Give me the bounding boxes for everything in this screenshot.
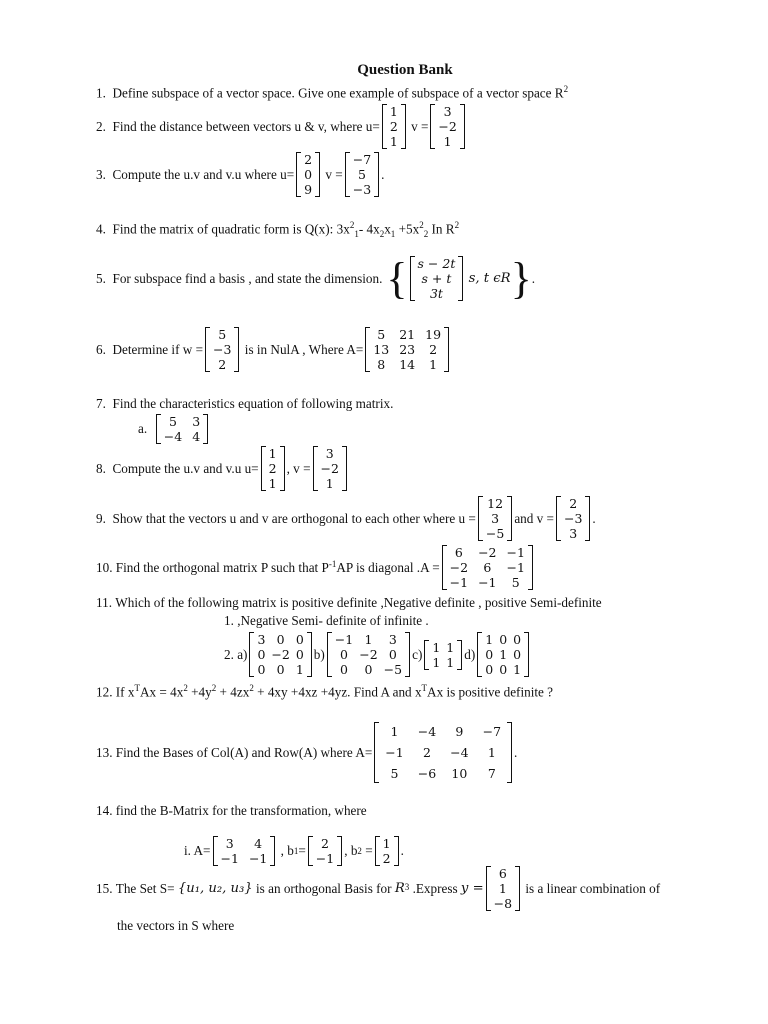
- question-15-line-2: [117, 918, 234, 934]
- matrix-entry: −2: [271, 647, 290, 662]
- matrix-entry: 2: [389, 119, 398, 134]
- question-text: If x: [115, 684, 135, 700]
- term: +5x: [398, 221, 420, 237]
- matrix-entry: −4: [163, 429, 183, 444]
- matrix-entry: 12: [487, 496, 504, 511]
- vector-u: [296, 152, 320, 197]
- question-8: [96, 446, 349, 491]
- question-number: 11.: [96, 595, 112, 610]
- condition: s, t ϵR: [468, 271, 511, 286]
- sub-label: 1. ,Negative Semi- definite of infinite .: [224, 613, 429, 628]
- matrix-entry: 2: [304, 152, 313, 167]
- term: In R: [431, 221, 455, 237]
- matrix-entry: −3: [563, 511, 583, 526]
- question-text: Which of the following matrix is positive definite ,Negative definite , positive Semi-definite: [115, 595, 602, 610]
- question-text: Find the characteristics equation of following matrix.: [112, 396, 394, 411]
- punctuation: .: [400, 843, 404, 858]
- matrix-entry: 0: [257, 662, 266, 677]
- matrix-entry: 1: [389, 104, 398, 119]
- vector-v: [313, 446, 347, 491]
- question-number: 2.: [96, 118, 106, 134]
- vector-v: [430, 104, 464, 149]
- sub-label: a.: [138, 421, 148, 436]
- matrix-entry: 1: [513, 662, 522, 677]
- matrix-entry: 0: [499, 632, 508, 647]
- question-text: the vectors in S where: [117, 918, 235, 933]
- matrix-entry: 0: [295, 647, 304, 662]
- matrix-entry: 1: [268, 476, 277, 491]
- matrix-entry: 5: [218, 327, 227, 342]
- question-11-sub-1: [224, 613, 429, 629]
- matrix-entry: 0: [364, 662, 373, 677]
- question-number: 3.: [96, 166, 106, 182]
- question-text: Find the Bases of Col(A) and Row(A) where A=: [115, 744, 373, 760]
- superscript: 2: [563, 84, 569, 94]
- matrix-entry: −5: [485, 526, 505, 541]
- matrix-entry: 2: [218, 357, 227, 372]
- matrix-entry: 4: [254, 836, 263, 851]
- vector-y: [486, 866, 520, 911]
- matrix-entry: −1: [385, 745, 404, 760]
- matrix-entry: 0: [499, 662, 508, 677]
- matrix-entry: −5: [383, 662, 403, 677]
- question-text: The Set S=: [115, 880, 175, 896]
- subscript: 2: [379, 229, 385, 240]
- vector-w: [205, 327, 239, 372]
- matrix-entry: −3: [213, 342, 232, 357]
- matrix-entry: 1: [499, 647, 508, 662]
- matrix-entry: 0: [513, 647, 522, 662]
- question-text: Compute the u.v and v.u u=: [112, 460, 259, 476]
- matrix-a: [374, 722, 512, 783]
- matrix-entry: 23: [399, 342, 416, 357]
- question-text: Ax is positive definite ?: [427, 684, 554, 700]
- vector-u: [382, 104, 406, 149]
- question-text: +4y: [187, 684, 212, 700]
- term: x: [384, 221, 391, 237]
- superscript: T: [134, 683, 140, 693]
- punctuation: .: [592, 510, 596, 526]
- matrix-entry: 9: [304, 182, 313, 197]
- question-10: [96, 545, 535, 590]
- left-brace: {: [386, 253, 408, 303]
- matrix-entry: 3: [388, 632, 397, 647]
- matrix-entry: −7: [482, 724, 502, 739]
- question-3: [96, 152, 384, 197]
- question-7-part-a: [138, 414, 210, 444]
- matrix-entry: 1: [432, 639, 441, 655]
- matrix-entry: 6: [498, 866, 507, 881]
- punctuation: .: [514, 744, 518, 760]
- superscript: 2: [419, 220, 424, 230]
- matrix-option-a: [249, 632, 311, 677]
- question-text: Define subspace of a vector space. Give one example of subspace of a vector space R: [112, 85, 564, 101]
- matrix-entry: 9: [455, 724, 464, 739]
- question-number: 1.: [96, 85, 106, 101]
- matrix-entry: 14: [399, 357, 416, 372]
- matrix-entry: 6: [483, 560, 492, 575]
- question-text: + 4zx: [216, 684, 250, 700]
- option-label: b): [313, 646, 325, 662]
- matrix-entry: 2: [422, 745, 431, 760]
- subscript: 2: [423, 229, 429, 240]
- vector-y-label: y =: [460, 881, 484, 896]
- vector-label: , b: [280, 843, 294, 858]
- question-2: [96, 104, 467, 149]
- question-text: is in NulA , Where A=: [244, 341, 364, 357]
- question-text: Show that the vectors u and v are orthogonal to each other where u =: [112, 510, 476, 526]
- matrix-entry: 0: [304, 167, 313, 182]
- matrix-entry: 1: [325, 476, 334, 491]
- question-text: Find the distance between vectors u & v, where u=: [112, 118, 380, 134]
- matrix-entry: 0: [340, 662, 348, 677]
- subscript: 1: [354, 229, 359, 240]
- question-number: 9.: [96, 510, 106, 526]
- matrix-entry: 3: [569, 526, 578, 541]
- option-label: c): [412, 646, 423, 662]
- matrix-entry: 1: [389, 134, 398, 149]
- matrix-option-b: [327, 632, 410, 677]
- question-text: + 4xy +4xz +4yz. Find A and x: [253, 684, 422, 700]
- superscript: 3: [404, 882, 410, 892]
- matrix-entry: 1: [487, 745, 496, 760]
- question-number: 15.: [96, 880, 113, 896]
- matrix-entry: −2: [478, 545, 497, 560]
- matrix-entry: 0: [485, 662, 494, 677]
- matrix-entry: 3t: [429, 286, 443, 301]
- matrix-entry: 2: [569, 496, 578, 511]
- basis-set: {u₁, u₂, u₃}: [177, 881, 253, 896]
- matrix-entry: 0: [340, 647, 348, 662]
- question-number: 12.: [96, 684, 113, 700]
- equals-sign: =: [365, 843, 373, 858]
- question-5: [96, 253, 536, 303]
- matrix-entry: 0: [485, 647, 494, 662]
- matrix-entry: 0: [295, 632, 304, 647]
- subscript: 1: [293, 846, 299, 856]
- superscript: 2: [249, 683, 254, 693]
- question-text: For subspace find a basis , and state the dimension.: [112, 270, 383, 286]
- page-title: Question Bank: [357, 62, 453, 78]
- matrix-entry: 8: [377, 357, 386, 372]
- superscript: 2: [183, 683, 188, 693]
- matrix-a: [365, 327, 449, 372]
- matrix-entry: 3: [443, 104, 452, 119]
- matrix-a: [442, 545, 533, 590]
- matrix-entry: 21: [399, 327, 416, 342]
- matrix-entry: −1: [220, 851, 239, 866]
- question-number: 13.: [96, 744, 113, 760]
- matrix-entry: 2: [382, 851, 391, 866]
- question-14-part-i: [184, 836, 404, 866]
- matrix-a: [213, 836, 276, 866]
- matrix-entry: 3: [257, 632, 266, 647]
- superscript: 2: [349, 220, 355, 230]
- matrix-entry: 1: [446, 639, 455, 655]
- question-15: [96, 866, 660, 911]
- matrix-entry: 5: [168, 414, 177, 429]
- sub-label: i. A=: [184, 843, 211, 858]
- matrix-entry: −6: [417, 766, 437, 781]
- matrix-entry: −1: [506, 545, 525, 560]
- question-number: 10.: [96, 559, 113, 575]
- matrix-entry: 0: [513, 632, 522, 647]
- matrix-entry: 4: [192, 429, 201, 444]
- vector-v-label: , v =: [286, 460, 311, 476]
- question-text: find the B-Matrix for the transformation, where: [115, 803, 367, 818]
- question-number: 4.: [96, 221, 106, 237]
- question-9: [96, 496, 596, 541]
- matrix-entry: −1: [315, 851, 335, 866]
- question-text: Find the matrix of quadratic form is Q(x): 3x: [112, 221, 350, 237]
- vector-b2: [375, 836, 399, 866]
- vector-v-label: and v =: [514, 510, 554, 526]
- matrix-entry: −2: [320, 461, 339, 476]
- matrix-a: [156, 414, 208, 444]
- matrix-entry: −1: [478, 575, 497, 590]
- question-number: 7.: [96, 396, 106, 411]
- matrix-entry: 5: [511, 575, 520, 590]
- matrix-entry: 5: [390, 766, 399, 781]
- matrix-entry: 1: [295, 662, 304, 677]
- option-label: d): [464, 646, 476, 662]
- question-7: [96, 396, 393, 412]
- matrix-entry: 1: [432, 654, 441, 670]
- question-text: Compute the u.v and v.u where u=: [112, 166, 295, 182]
- question-11-sub-2: [224, 632, 531, 677]
- question-number: 14.: [96, 803, 113, 818]
- matrix-entry: 1: [446, 654, 455, 670]
- punctuation: .: [531, 270, 536, 286]
- question-6: [96, 327, 451, 372]
- matrix-entry: 0: [276, 662, 285, 677]
- matrix-entry: 3: [325, 446, 334, 461]
- matrix-entry: 3: [192, 414, 201, 429]
- matrix-entry: −4: [450, 745, 469, 760]
- matrix-entry: 7: [487, 766, 496, 781]
- vector-b1: [308, 836, 342, 866]
- vector-v: [345, 152, 379, 197]
- matrix-entry: 1: [382, 836, 391, 851]
- superscript: T: [421, 683, 428, 693]
- matrix-entry: −1: [248, 851, 268, 866]
- matrix-entry: 1: [364, 632, 373, 647]
- question-number: 5.: [96, 270, 106, 286]
- sub-label: 2. a): [224, 646, 248, 662]
- term: - 4x: [358, 221, 380, 237]
- matrix-entry: 5: [377, 327, 386, 342]
- question-1: [96, 84, 568, 101]
- matrix-entry: s + t: [421, 271, 452, 286]
- superscript: -1: [328, 559, 337, 569]
- matrix-entry: −8: [493, 896, 513, 911]
- vector-u: [478, 496, 512, 541]
- matrix-entry: 6: [454, 545, 463, 560]
- question-number: 8.: [96, 460, 106, 476]
- matrix-entry: −1: [334, 632, 354, 647]
- question-text: is an orthogonal Basis for: [256, 880, 392, 896]
- space-symbol: R: [394, 881, 405, 896]
- question-text: AP is diagonal .A =: [336, 559, 440, 575]
- superscript: 2: [211, 683, 217, 693]
- matrix-entry: −2: [359, 647, 378, 662]
- matrix-entry: 0: [388, 647, 397, 662]
- matrix-entry: 3: [491, 511, 500, 526]
- matrix-entry: 13: [373, 342, 390, 357]
- matrix-entry: 5: [357, 167, 366, 182]
- matrix-entry: 3: [225, 836, 234, 851]
- matrix-entry: 10: [451, 766, 468, 781]
- question-text: is a linear combination of: [525, 880, 661, 896]
- question-12: [96, 683, 553, 700]
- matrix-option-d: [477, 632, 529, 677]
- matrix-entry: 1: [498, 881, 507, 896]
- right-brace: }: [510, 253, 532, 303]
- vector-v-label: v =: [411, 118, 429, 134]
- question-number: 6.: [96, 341, 106, 357]
- question-14: [96, 803, 367, 819]
- punctuation: .: [381, 166, 385, 182]
- matrix-entry: −4: [417, 724, 437, 739]
- matrix-entry: −7: [352, 152, 372, 167]
- matrix-entry: 2: [321, 836, 329, 851]
- matrix-entry: 2: [429, 342, 438, 357]
- vector-v-label: v =: [325, 166, 343, 182]
- question-4: [96, 220, 459, 239]
- matrix-entry: −1: [449, 575, 469, 590]
- equals-sign: =: [298, 843, 306, 858]
- subspace-vector: [410, 256, 464, 301]
- question-text: Ax = 4x: [139, 684, 184, 700]
- subscript: 2: [357, 846, 362, 856]
- matrix-entry: −1: [506, 560, 525, 575]
- matrix-entry: −2: [438, 119, 457, 134]
- matrix-entry: −3: [352, 182, 372, 197]
- matrix-entry: s − 2t: [417, 256, 456, 271]
- matrix-entry: 1: [268, 446, 277, 461]
- matrix-entry: 0: [276, 632, 285, 647]
- vector-v: [556, 496, 590, 541]
- superscript: 2: [454, 220, 460, 230]
- vector-label: , b: [344, 843, 358, 858]
- matrix-entry: 19: [425, 327, 442, 342]
- question-text: Find the orthogonal matrix P such that P: [115, 559, 329, 575]
- vector-u: [261, 446, 285, 491]
- question-11: [96, 595, 602, 611]
- matrix-entry: 1: [443, 134, 452, 149]
- matrix-option-c: [424, 640, 462, 670]
- question-text: .Express: [412, 880, 458, 896]
- subscript: 1: [390, 229, 396, 240]
- question-13: [96, 722, 517, 783]
- question-text: Determine if w =: [112, 341, 204, 357]
- matrix-entry: 1: [390, 724, 399, 739]
- matrix-entry: 1: [485, 632, 494, 647]
- matrix-entry: −2: [449, 560, 469, 575]
- matrix-entry: 0: [257, 647, 266, 662]
- matrix-entry: 2: [268, 461, 277, 476]
- matrix-entry: 1: [429, 357, 438, 372]
